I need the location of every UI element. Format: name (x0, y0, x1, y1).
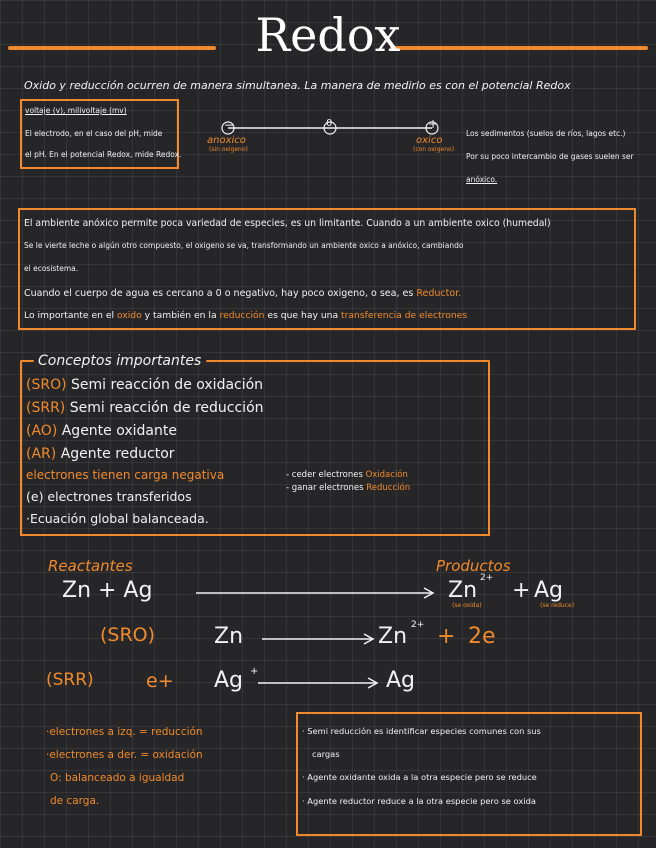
give-electrons (286, 470, 408, 480)
gain-term: Reducción (366, 483, 411, 493)
voltage-box (20, 99, 182, 169)
product-ag: Ag (534, 578, 564, 603)
note-left-4: de carga. (50, 795, 100, 807)
summary-line1: · Semi reducción es identificar especies comunes con sus (302, 726, 541, 736)
product-zn-charge: 2+ (480, 573, 494, 583)
srr-right: Ag (386, 668, 416, 693)
srr-charge: + (250, 666, 259, 677)
gain-text: - ganar electrones (286, 483, 367, 493)
sro-plus: + (430, 624, 463, 649)
sediments-line3: anóxico. (466, 175, 498, 184)
oxido-term: oxido (116, 310, 142, 321)
scale-minus: − (224, 118, 235, 132)
ph-line: el pH. En el potencial Redox, mide Redox. (25, 150, 182, 159)
note-left-3: O: balanceado a igualdad (50, 772, 185, 784)
transfer-term: transferencia de electrones (341, 310, 468, 321)
concept-text-sro: Semi reacción de oxidación (71, 377, 264, 393)
reaction-left: Zn + Ag (62, 578, 153, 603)
box2-line5-c: y también en la (141, 310, 220, 321)
sro-left: Zn (214, 624, 244, 649)
concept-text-ao: Agente oxidante (61, 423, 177, 439)
charge-text: electrones tienen carga negativa (26, 468, 225, 482)
gain-electrons (286, 483, 410, 493)
box2-line4-text: Cuando el cuerpo de agua es cercano a 0 o negativo, hay poco oxigeno, o sea, es (24, 288, 417, 299)
concept-abbr-srr: (SRR) (26, 400, 66, 416)
srr-arrow (258, 676, 382, 690)
global-text: ·Ecuación global balanceada. (26, 511, 209, 526)
zn-note: (se oxida) (452, 602, 482, 609)
sro-label: (SRO) (100, 624, 156, 646)
box2-line2: Se le vierte leche o algún otro compuesto, el oxigeno se va, transformando un ambiente oxico a anóxico, cambiando (24, 241, 464, 250)
summary-line4: · Agente reductor reduce a la otra especie pero se oxida (302, 796, 536, 806)
concepts-top-line-right (206, 360, 490, 362)
sediments-line2: Por su poco intercambio de gases suelen ser (466, 152, 634, 161)
concept-abbr-sro: (SRO) (26, 377, 67, 393)
voltage-line: voltaje (v), milivoltaje (mv) (25, 106, 127, 115)
anoxic-box (18, 208, 636, 330)
concept-abbr-ar: (AR) (26, 446, 57, 462)
concepts-top-line-left (20, 360, 34, 362)
concepts-heading: Conceptos importantes (38, 353, 202, 369)
anoxic-label: anoxico (207, 135, 246, 146)
transfer-text: (e) electrones transferidos (26, 489, 192, 504)
srr-label: (SRR) (46, 670, 94, 690)
electrode-line: El electrodo, en el caso del pH, mide (25, 129, 163, 138)
reaction-arrow (196, 586, 440, 600)
sro-charge: 2+ (411, 620, 425, 630)
intro-text: Oxido y reducción ocurren de manera simultanea. La manera de medirlo es con el potencial Redox (24, 79, 571, 92)
note-left-1: ·electrones a izq. = reducción (46, 726, 203, 738)
sediments-line1: Los sedimentos (suelos de ríos, lagos etc.) (466, 129, 626, 138)
sro-right: Zn (378, 624, 408, 649)
concepts-box (20, 353, 490, 536)
box2-line5 (24, 306, 467, 325)
products-label: Productos (436, 557, 511, 575)
reduccion-term: reducción (219, 310, 265, 321)
page-title: Redox (255, 8, 401, 62)
summary-box (296, 712, 642, 836)
anoxic-sub: (sin oxigeno) (209, 146, 248, 153)
reductor-term: Reductor. (416, 288, 462, 299)
summary-line3: · Agente oxidante oxida a la otra especie pero se reduce (302, 772, 537, 782)
oxic-label: oxico (416, 135, 443, 146)
ag-note: (se reduce) (540, 602, 575, 609)
concept-text-ar: Agente reductor (60, 446, 175, 462)
product-plus: + (512, 578, 531, 603)
give-term: Oxidación (365, 470, 408, 480)
concept-abbr-ao: (AO) (26, 423, 58, 439)
box2-line5-a: Lo importante en el (24, 310, 117, 321)
reactants-label: Reactantes (48, 557, 133, 575)
concept-item-srr (26, 397, 264, 420)
scale-zero: 0 (326, 118, 333, 129)
box2-line3: el ecosistema. (24, 264, 79, 273)
box2-line5-e: es que hay una (264, 310, 342, 321)
box2-line1: El ambiente anóxico permite poca variedad de especies, es un limitante. Cuando a un ambiente oxico (humedal) (24, 218, 551, 229)
sro-electrons: 2e (468, 624, 496, 649)
scale-plus: + (428, 117, 439, 131)
note-left-2: ·electrones a der. = oxidación (46, 749, 203, 761)
sro-arrow (262, 632, 378, 646)
product-zn: Zn (448, 578, 478, 603)
summary-line2: cargas (312, 749, 340, 759)
concept-item-ao (26, 420, 177, 443)
concept-text-srr: Semi reacción de reducción (69, 400, 264, 416)
box2-line4 (24, 284, 461, 303)
srr-left: Ag (214, 668, 244, 693)
srr-electrons: e+ (146, 670, 174, 692)
oxic-sub: (con oxigeno) (413, 146, 455, 153)
give-text: - ceder electrones (286, 470, 366, 480)
concept-item-sro (26, 374, 263, 397)
concept-item-ar (26, 443, 175, 466)
